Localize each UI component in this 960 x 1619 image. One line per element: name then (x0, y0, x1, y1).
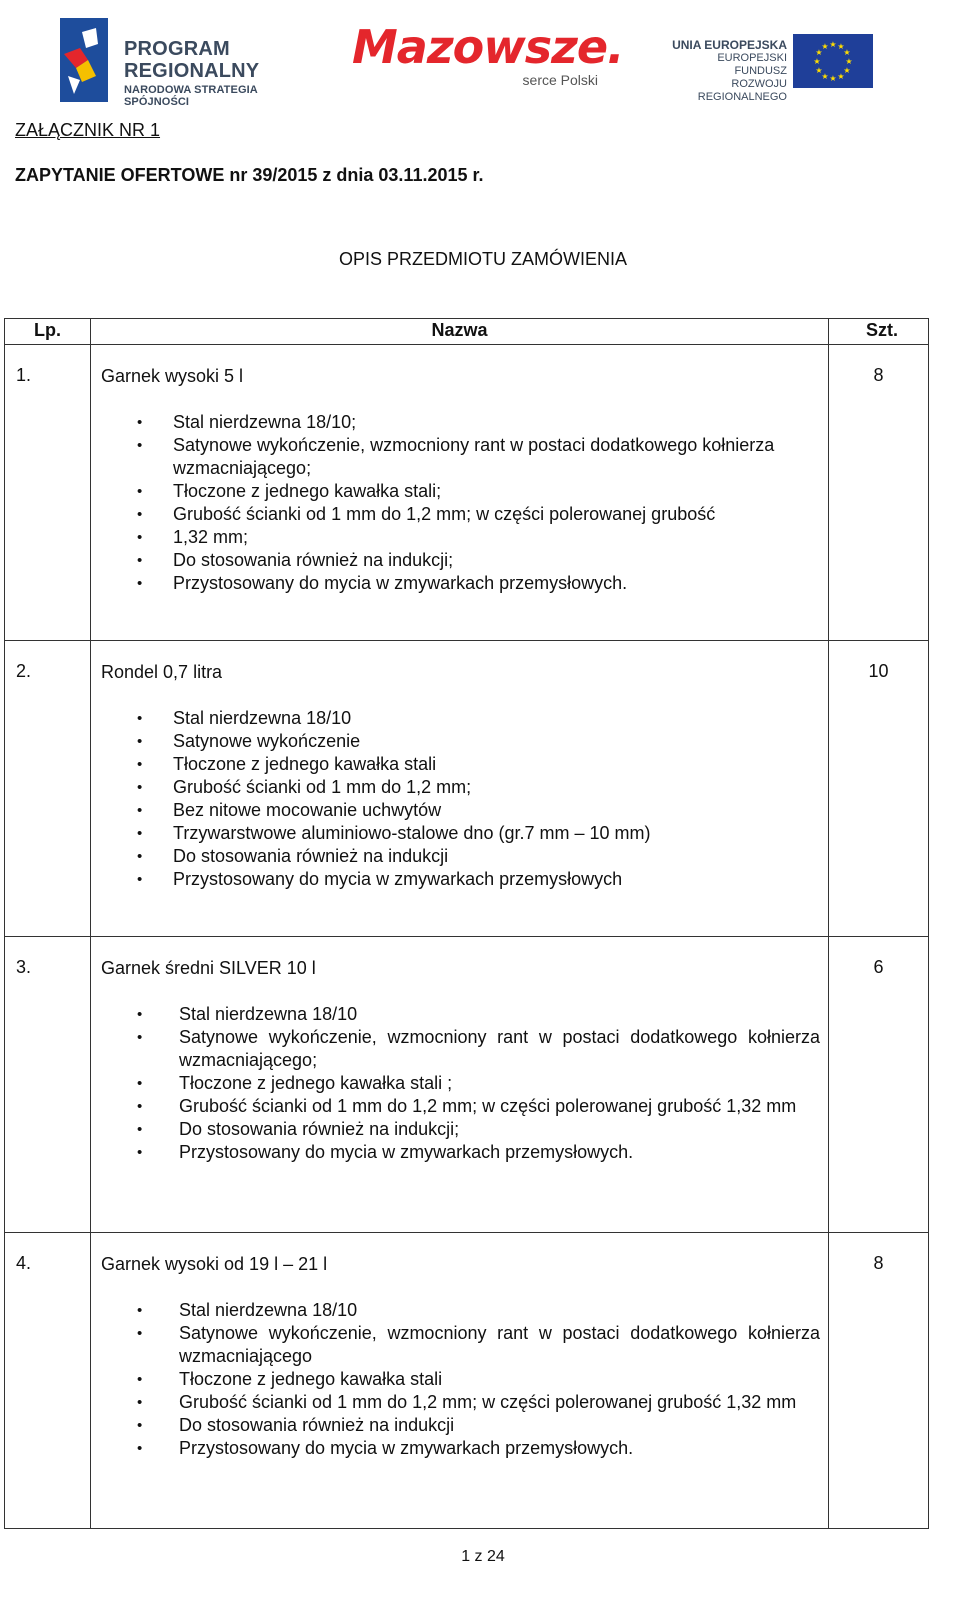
eu-logo-line3: ROZWOJU REGIONALNEGO (697, 78, 787, 103)
feature-item: • Przystosowany do mycia w zmywarkach przemysłowych. (101, 572, 820, 595)
row-lp: 2. (5, 641, 91, 937)
feature-item: • Grubość ścianki od 1 mm do 1,2 mm; w części polerowanej grubość 1,32 mm (101, 1391, 820, 1414)
feature-item: • Stal nierdzewna 18/10 (101, 707, 820, 730)
header-name: Nazwa (91, 319, 829, 345)
header-qty: Szt. (829, 319, 929, 345)
feature-item: • Grubość ścianki od 1 mm do 1,2 mm; (101, 776, 820, 799)
row-name-cell (91, 937, 829, 1233)
feature-item: • Tłoczone z jednego kawałka stali; (101, 480, 820, 503)
page-number: 1 z 24 (461, 1548, 505, 1565)
mazowsze-logo (352, 20, 624, 94)
feature-item: • Satynowe wykończenie, wzmocniony rant w postaci dodatkowego kołnierza wzmacniającego; (101, 434, 820, 480)
feature-item: • Bez nitowe mocowanie uchwytów (101, 799, 820, 822)
feature-list (101, 1299, 820, 1460)
feature-list (101, 411, 820, 595)
program-regionalny-line3: NARODOWA STRATEGIA SPÓJNOŚCI (124, 84, 258, 108)
feature-item: • Satynowe wykończenie (101, 730, 820, 753)
feature-item: • Do stosowania również na indukcji (101, 1414, 820, 1437)
header-lp: Lp. (5, 319, 91, 345)
feature-item: • Satynowe wykończenie, wzmocniony rant w postaci dodatkowego kołnierza wzmacniającego (101, 1322, 820, 1368)
feature-item: • Do stosowania również na indukcji; (101, 1118, 820, 1141)
row-name-cell (91, 1233, 829, 1529)
item-name: Garnek wysoki od 19 l – 21 l (101, 1254, 328, 1274)
feature-item: • Stal nierdzewna 18/10 (101, 1299, 820, 1322)
row-lp: 1. (5, 345, 91, 641)
row-lp: 3. (5, 937, 91, 1233)
annex-title: ZAŁĄCZNIK NR 1 (15, 120, 161, 140)
svg-text:★: ★ (815, 66, 823, 75)
program-regionalny-line2: REGIONALNY (124, 60, 260, 82)
table-row (5, 1233, 929, 1529)
feature-item: • Tłoczone z jednego kawałka stali (101, 1368, 820, 1391)
program-regionalny-logo (60, 18, 310, 108)
table-header-row (5, 319, 929, 345)
eu-logo-line2: EUROPEJSKI FUNDUSZ (717, 52, 787, 77)
feature-list (101, 707, 820, 891)
mazowsze-tagline: serce Polski (522, 72, 598, 88)
svg-text:★: ★ (821, 42, 829, 51)
item-name: Rondel 0,7 litra (101, 662, 223, 682)
svg-text:★: ★ (813, 57, 821, 66)
program-regionalny-line1: PROGRAM (124, 38, 230, 60)
svg-text:★: ★ (815, 48, 823, 57)
order-items-table (4, 318, 929, 1529)
row-lp: 4. (5, 1233, 91, 1529)
eu-logo-line1: UNIA EUROPEJSKA (672, 38, 787, 52)
feature-list (101, 1003, 820, 1164)
table-row (5, 641, 929, 937)
program-regionalny-emblem-icon (60, 18, 112, 102)
svg-text:★: ★ (845, 57, 853, 66)
eu-logo (665, 34, 905, 103)
svg-text:★: ★ (837, 42, 845, 51)
row-qty: 6 (829, 937, 929, 1233)
svg-text:★: ★ (821, 72, 829, 81)
feature-item: • Trzywarstwowe aluminiowo-stalowe dno (gr.7 mm – 10 mm) (101, 822, 820, 845)
feature-item: • Przystosowany do mycia w zmywarkach przemysłowych (101, 868, 820, 891)
eu-flag-icon (793, 34, 873, 88)
item-name: Garnek średni SILVER 10 l (101, 958, 316, 978)
table-row (5, 345, 929, 641)
svg-text:★: ★ (829, 40, 837, 49)
svg-text:★: ★ (837, 72, 845, 81)
feature-item: • Tłoczone z jednego kawałka stali (101, 753, 820, 776)
feature-item: • Satynowe wykończenie, wzmocniony rant w postaci dodatkowego kołnierza wzmacniającego; (101, 1026, 820, 1072)
mazowsze-wordmark: Mazowsze. (352, 20, 624, 74)
svg-text:★: ★ (829, 74, 837, 83)
row-qty: 8 (829, 1233, 929, 1529)
header-logos (0, 0, 960, 110)
table-row (5, 937, 929, 1233)
feature-item: • 1,32 mm; (101, 526, 820, 549)
feature-item: • Stal nierdzewna 18/10; (101, 411, 820, 434)
row-qty: 8 (829, 345, 929, 641)
svg-text:★: ★ (843, 66, 851, 75)
feature-item: • Do stosowania również na indukcji; (101, 549, 820, 572)
feature-item: • Tłoczone z jednego kawałka stali ; (101, 1072, 820, 1095)
feature-item: • Grubość ścianki od 1 mm do 1,2 mm; w części polerowanej grubość (101, 503, 820, 526)
feature-item: • Stal nierdzewna 18/10 (101, 1003, 820, 1026)
inquiry-title: ZAPYTANIE OFERTOWE nr 39/2015 z dnia 03.11.2015 r. (15, 165, 484, 185)
feature-item: • Przystosowany do mycia w zmywarkach przemysłowych. (101, 1437, 820, 1460)
feature-item: • Do stosowania również na indukcji (101, 845, 820, 868)
row-qty: 10 (829, 641, 929, 937)
feature-item: • Grubość ścianki od 1 mm do 1,2 mm; w części polerowanej grubość 1,32 mm (101, 1095, 820, 1118)
feature-item: • Przystosowany do mycia w zmywarkach przemysłowych. (101, 1141, 820, 1164)
svg-text:★: ★ (843, 48, 851, 57)
item-name: Garnek wysoki 5 l (101, 366, 244, 386)
row-name-cell (91, 641, 829, 937)
row-name-cell (91, 345, 829, 641)
subject-title: OPIS PRZEDMIOTU ZAMÓWIENIA (338, 249, 627, 269)
